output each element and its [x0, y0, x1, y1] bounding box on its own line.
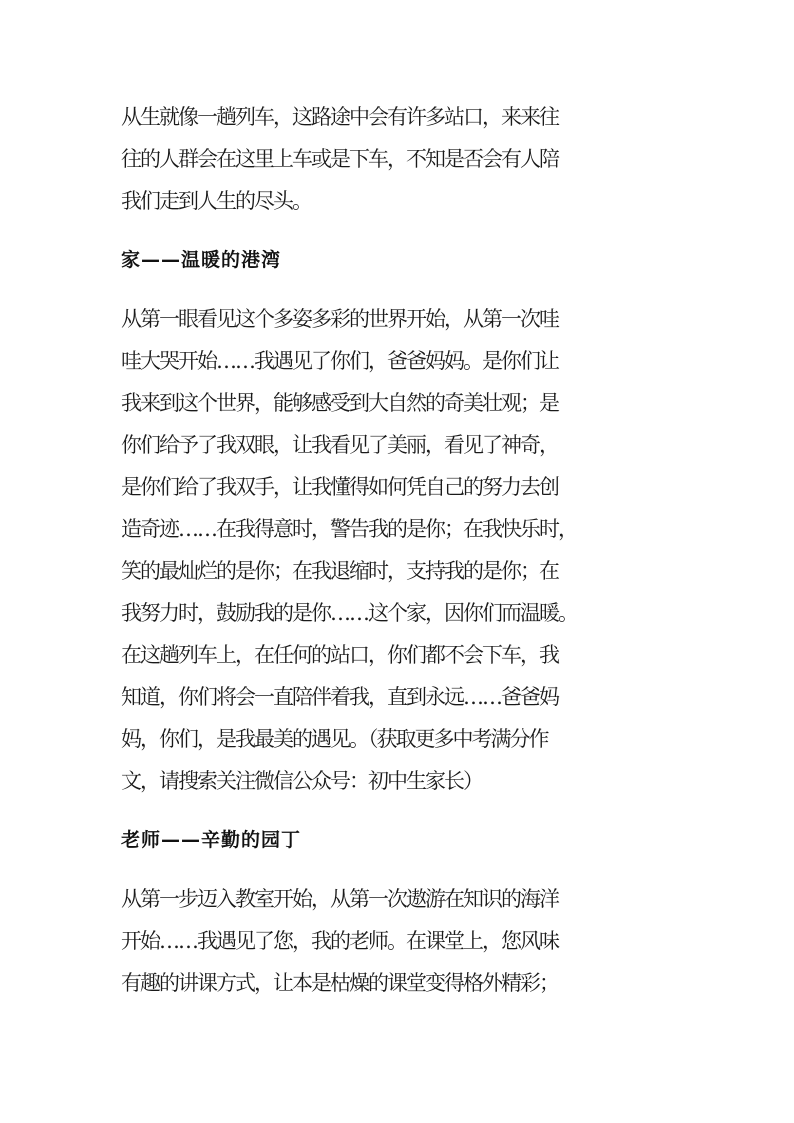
family-line-3: 我来到这个世界，能够感受到大自然的奇美壮观；是	[121, 391, 558, 415]
family-line-6: 造奇迹……在我得意时，警告我的是你；在我快乐时，	[121, 517, 577, 541]
family-line-10: 知道，你们将会一直陪伴着我，直到永远……爸爸妈	[121, 685, 558, 709]
intro-line-1: 从生就像一趟列车，这路途中会有许多站口，来来往	[121, 105, 558, 129]
family-line-11: 妈，你们，是我最美的遇见。（获取更多中考满分作	[121, 727, 548, 751]
family-line-8: 我努力时，鼓励我的是你……这个家，因你们而温暖。	[121, 601, 577, 625]
intro-line-2: 往的人群会在这里上车或是下车，不知是否会有人陪	[121, 147, 558, 171]
teacher-line-1: 从第一步迈入教室开始，从第一次遨游在知识的海洋	[121, 887, 558, 911]
family-line-4: 你们给予了我双眼，让我看见了美丽，看见了神奇，	[121, 433, 558, 457]
intro-line-3: 我们走到人生的尽头。	[121, 189, 311, 213]
teacher-line-3: 有趣的讲课方式，让本是枯燥的课堂变得格外精彩；	[121, 971, 558, 995]
family-line-2: 哇大哭开始……我遇见了你们，爸爸妈妈。是你们让	[121, 349, 558, 373]
family-line-9: 在这趟列车上，在任何的站口，你们都不会下车，我	[121, 643, 558, 667]
family-line-5: 是你们给了我双手，让我懂得如何凭自己的努力去创	[121, 475, 558, 499]
family-line-7: 笑的最灿烂的是你；在我退缩时，支持我的是你；在	[121, 559, 558, 583]
family-line-1: 从第一眼看见这个多姿多彩的世界开始，从第一次哇	[121, 307, 558, 331]
family-line-12: 文，请搜索关注微信公众号：初中生家长）	[121, 769, 482, 793]
section-heading-family: 家——温暖的港湾	[121, 249, 282, 271]
section-heading-teacher: 老师——辛勤的园丁	[121, 829, 302, 851]
teacher-line-2: 开始……我遇见了您，我的老师。在课堂上，您风味	[121, 929, 558, 953]
